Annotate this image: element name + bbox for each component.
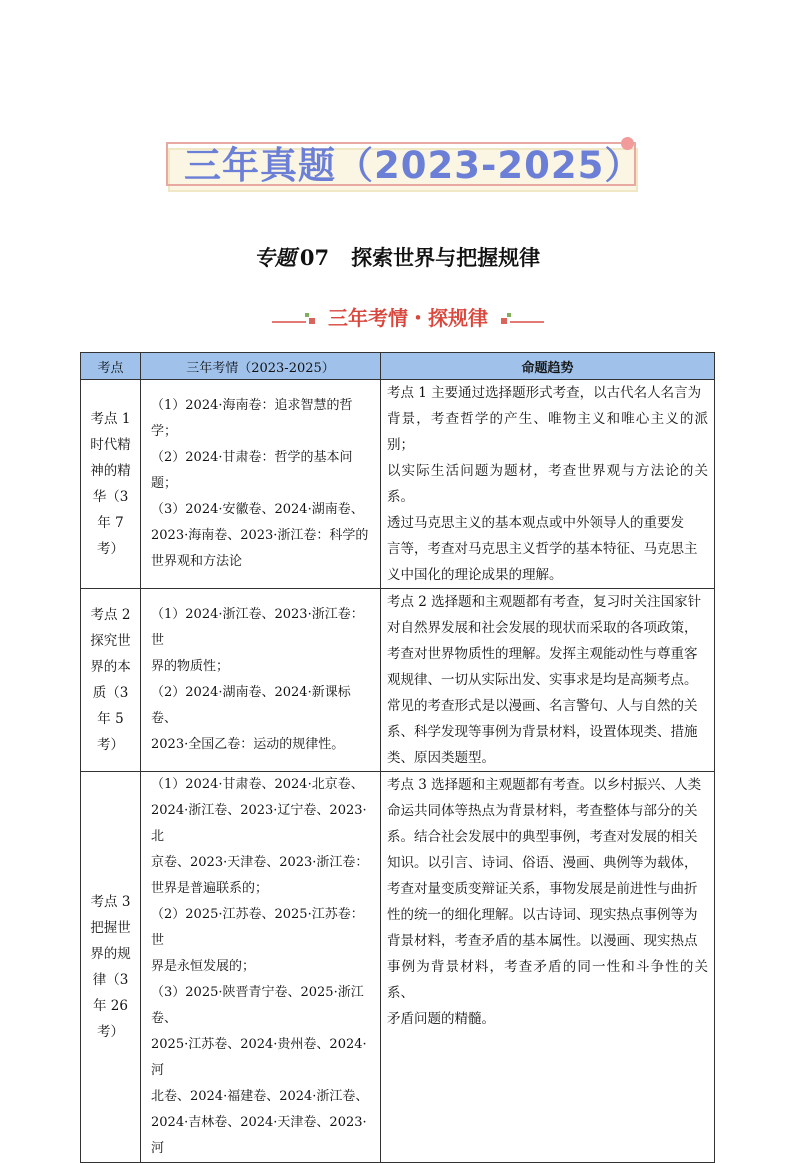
section-heading bbox=[272, 302, 544, 330]
trend-line: 系。结合社会发展中的典型事例，考查对发展的相关 bbox=[387, 829, 698, 845]
situation-line: （2）2024·甘肃卷：哲学的基本问题； bbox=[151, 450, 353, 491]
section-line-left bbox=[272, 321, 306, 323]
situation-line: （1）2024·海南卷：追求智慧的哲学； bbox=[151, 398, 353, 439]
point-line: 把握世 bbox=[90, 920, 131, 936]
trend-line: 透过马克思主义的基本观点或中外领导人的重要发 bbox=[387, 515, 684, 531]
situation-line: （2）2024·湖南卷、2024·新课标卷、 bbox=[151, 685, 351, 726]
point-line: 律（3 bbox=[92, 972, 129, 988]
trend-cell bbox=[381, 589, 715, 772]
trend-line: 以实际生活问题为题材，考查世界观与方法论的关系。 bbox=[387, 463, 708, 505]
point-cell bbox=[81, 589, 141, 772]
trend-line: 考点 3 选择题和主观题都有考查。以乡村振兴、人类 bbox=[387, 777, 702, 793]
trend-line: 类、原因类题型。 bbox=[387, 750, 495, 766]
point-line: 神的精 bbox=[90, 463, 131, 479]
trend-line: 考点 1 主要通过选择题形式考查，以古代名人名言为 bbox=[387, 385, 702, 401]
point-line: 时代精 bbox=[90, 437, 131, 453]
situation-line: 世界是普遍联系的； bbox=[151, 881, 269, 896]
trend-line: 性的统一的细化理解。以古诗词、现实热点事例等为 bbox=[387, 907, 698, 923]
situation-line: 北卷、2024·福建卷、2024·浙江卷、 bbox=[151, 1089, 369, 1104]
point-line: 考点 1 bbox=[90, 411, 131, 427]
situation-line: 世界观和方法论 bbox=[151, 554, 243, 569]
trend-line: 言等，考查对马克思主义哲学的基本特征、马克思主 bbox=[387, 541, 698, 557]
point-line: 探究世 bbox=[90, 633, 131, 649]
section-heading-text: 三年考情・探规律 bbox=[328, 306, 488, 330]
trend-line: 知识。以引言、诗词、俗语、漫画、典例等为载体， bbox=[387, 855, 698, 871]
trend-line: 观规律、一切从实际出发、实事求是均是高频考点。 bbox=[387, 672, 698, 688]
trend-line: 背景，考查哲学的产生、唯物主义和唯心主义的派别； bbox=[387, 411, 708, 453]
point-line: 年 26 考） bbox=[93, 998, 128, 1040]
situation-cell bbox=[141, 589, 381, 772]
point-cell bbox=[81, 380, 141, 589]
table-row bbox=[81, 772, 715, 1163]
trend-line: 考查对量变质变辩证关系，事物发展是前进性与曲折 bbox=[387, 881, 698, 897]
trend-line: 义中国化的理论成果的理解。 bbox=[387, 567, 563, 583]
trend-line: 考查对世界物质性的理解。发挥主观能动性与尊重客 bbox=[387, 646, 698, 662]
header-situation: 三年考情（2023-2025） bbox=[141, 353, 381, 380]
point-line: 考点 3 bbox=[90, 894, 131, 910]
point-cell bbox=[81, 772, 141, 1163]
point-line: 质（3 bbox=[92, 685, 129, 701]
trend-line: 事例为背景材料，考查矛盾的同一性和斗争性的关系、 bbox=[387, 959, 708, 1001]
header-trend: 命题趋势 bbox=[381, 353, 715, 380]
situation-line: 2024·吉林卷、2024·天津卷、2023·河 bbox=[151, 1115, 367, 1156]
point-line: 界的本 bbox=[90, 659, 131, 675]
situation-cell bbox=[141, 380, 381, 589]
trend-line: 矛盾问题的精髓。 bbox=[387, 1011, 495, 1027]
trend-line: 命运共同体等热点为背景材料，考查整体与部分的关 bbox=[387, 803, 698, 819]
section-line-right bbox=[510, 321, 544, 323]
table-row bbox=[81, 380, 715, 589]
section-square-decoration bbox=[507, 313, 511, 317]
situation-line: （2）2025·江苏卷、2025·江苏卷：世 bbox=[151, 907, 364, 948]
topic-number: 07 bbox=[299, 245, 330, 270]
situation-line: 界的物质性； bbox=[151, 659, 230, 674]
situation-line: 2023·海南卷、2023·浙江卷：科学的 bbox=[151, 528, 369, 543]
point-line: 华（3 bbox=[92, 489, 129, 505]
trend-line: 考点 2 选择题和主观题都有考查，复习时关注国家针 bbox=[387, 594, 702, 610]
situation-line: （3）2024·安徽卷、2024·湖南卷、 bbox=[151, 502, 364, 517]
situation-cell bbox=[141, 772, 381, 1163]
situation-line: （1）2024·甘肃卷、2024·北京卷、 bbox=[151, 777, 364, 792]
table-row bbox=[81, 589, 715, 772]
header-point: 考点 bbox=[81, 353, 141, 380]
topic-prefix: 专题 bbox=[253, 245, 296, 270]
topic-heading bbox=[0, 242, 794, 272]
banner-title: 三年真题（2023-2025） bbox=[184, 144, 643, 187]
point-line: 考点 2 bbox=[90, 607, 131, 623]
section-square-decoration bbox=[305, 313, 309, 317]
situation-line: 京卷、2023·天津卷、2023·浙江卷： bbox=[151, 855, 369, 870]
point-line: 年 7 考） bbox=[97, 515, 124, 557]
trend-line: 常见的考查形式是以漫画、名言警句、人与自然的关 bbox=[387, 698, 698, 714]
table-header-row bbox=[81, 353, 715, 380]
trend-line: 系、科学发现等事例为背景材料，设置体现类、措施 bbox=[387, 724, 698, 740]
point-line: 界的规 bbox=[90, 946, 131, 962]
trend-cell bbox=[381, 380, 715, 589]
situation-line: 2025·江苏卷、2024·贵州卷、2024·河 bbox=[151, 1037, 367, 1078]
topic-title: 探索世界与把握规律 bbox=[351, 245, 541, 270]
situation-line: 界是永恒发展的； bbox=[151, 959, 256, 974]
exam-analysis-table bbox=[80, 352, 715, 1163]
trend-cell bbox=[381, 772, 715, 1163]
point-line: 年 5 考） bbox=[97, 711, 124, 753]
situation-line: 2023·全国乙卷：运动的规律性。 bbox=[151, 737, 345, 752]
situation-line: （1）2024·浙江卷、2023·浙江卷：世 bbox=[151, 607, 364, 648]
situation-line: （3）2025·陕晋青宁卷、2025·浙江卷、 bbox=[151, 985, 364, 1026]
trend-line: 对自然界发展和社会发展的现状而采取的各项政策， bbox=[387, 620, 698, 636]
title-banner bbox=[166, 142, 642, 194]
section-square-decoration bbox=[501, 318, 507, 324]
trend-line: 背景材料，考查矛盾的基本属性。以漫画、现实热点 bbox=[387, 933, 698, 949]
situation-line: 2024·浙江卷、2023·辽宁卷、2023·北 bbox=[151, 803, 367, 844]
section-square-decoration bbox=[309, 318, 315, 324]
